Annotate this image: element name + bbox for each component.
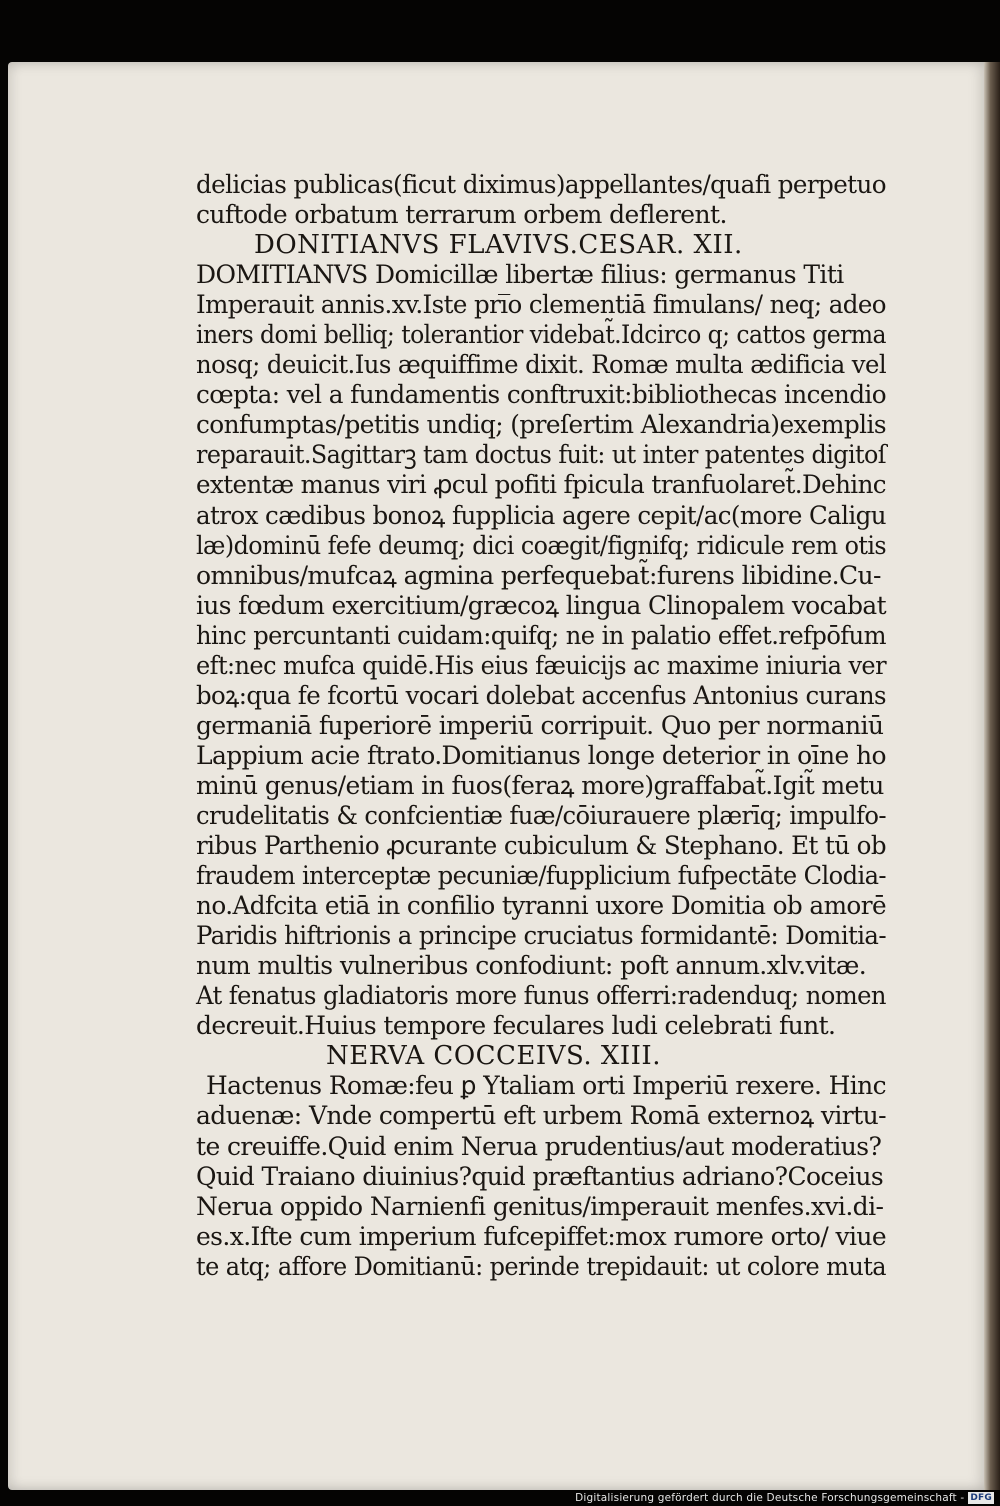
text-line: Paridis hiftrionis a principe cruciatus formidantē: Domitia- xyxy=(196,921,886,951)
text-line: num multis vulneribus confodiunt: poft annum.xlv.vitæ. xyxy=(196,951,867,981)
text-line: DOMITIANVS Domicillæ libertæ filius: germanus Titi xyxy=(196,260,844,290)
dfg-logo: DFG xyxy=(970,1493,992,1503)
text-line: es.x.Ifte cum imperium fufcepiffet:mox rumore orto/ viue xyxy=(196,1221,887,1251)
text-line: confumptas/petitis undiq; (preſertim Alexandria)exemplis xyxy=(196,410,886,440)
text-line: ribus Parthenio ꝓcurante cubiculum & Stephano. Et tū ob xyxy=(196,831,886,861)
text-line: te atq; affore Domitianū: perinde trepidauit: ut colore muta xyxy=(196,1251,886,1281)
text-line: fraudem interceptæ pecuniæ/fupplicium fufpectāte Clodia- xyxy=(196,861,886,891)
digitization-credit xyxy=(575,1490,994,1506)
text-line: atrox cædibus bonoꝝ fupplicia agere cepit/ac(more Caligu xyxy=(196,500,886,530)
text-line: eft:nec mufca quidē.His eius fæuicijs ac maxime iniuria ver xyxy=(196,650,886,680)
page-text xyxy=(196,170,886,1282)
text-line: cuftode orbatum terrarum orbem deflerent. xyxy=(196,200,727,230)
text-line: Imperauit annis.xv.Iste pri̅o clementiā fimulans/ neq; adeo xyxy=(196,290,886,320)
text-line: germaniā fuperiorē imperiū corripuit. Quo per normaniū xyxy=(196,710,884,740)
text-line: minū genus/etiam in fuos(feraꝝ more)graffabat̃.Igit̃ metu xyxy=(196,770,884,800)
text-line: cœpta: vel a fundamentis conftruxit:bibliothecas incendio xyxy=(196,380,887,410)
text-line: aduenæ: Vnde compertū eft urbem Romā externoꝝ virtu- xyxy=(196,1101,886,1131)
text-line: decreuit.Huius tempore feculares ludi celebrati funt. xyxy=(196,1011,836,1041)
page-edge xyxy=(984,62,1000,1490)
text-line: læ)dominū fefe deumq; dici coægit/fignifq; ridicule rem otis xyxy=(196,530,887,560)
text-line: nosq; deuicit.Ius æquiffime dixit. Romæ multa ædificia vel xyxy=(196,350,887,380)
text-line: extentæ manus viri ꝓcul pofiti fpicula tranfuolaret̃.Dehinc xyxy=(196,470,886,500)
text-line: omnibus/mufcaꝝ agmina perfequebat̃:furens libidine.Cu- xyxy=(196,560,881,590)
text-line: reparauit.Sagittarꝫ tam doctus fuit: ut inter patentes digitoſ xyxy=(196,440,887,470)
text-line: iners domi belliq; tolerantior videbat̃.Idcirco q; cattos germa xyxy=(196,320,886,350)
text-line: At fenatus gladiatoris more funus offerri:radenduq; nomen xyxy=(196,981,886,1011)
text-line: Nerua oppido Narnienfi genitus/imperauit menfes.xvi.di- xyxy=(196,1191,884,1221)
text-line: ius fœdum exercitium/græcoꝝ lingua Clinopalem vocabat xyxy=(196,590,886,620)
text-line: delicias publicas(ficut diximus)appellantes/quafi perpetuo xyxy=(196,170,886,199)
credit-text: Digitalisierung gefördert durch die Deutsche Forschungsgemeinschaft - xyxy=(575,1492,965,1504)
text-line: Quid Traiano diuinius?quid præftantius adriano?Coceius xyxy=(196,1161,884,1191)
text-line: hinc percuntanti cuidam:quifq; ne in palatio effet.refpōfum xyxy=(196,620,886,650)
text-line: Lappium acie ftrato.Domitianus longe deterior in oīne ho xyxy=(196,740,886,770)
section-heading: NERVA COCCEIVS. XIII. xyxy=(326,1041,661,1072)
section-heading: DONITIANVS FLAVIVS.CESAR. XII. xyxy=(254,230,743,261)
text-line: boꝝ:qua fe fcortū vocari dolebat accenfus Antonius curans xyxy=(196,680,887,710)
text-line: crudelitatis & confcientiæ fuæ/cōiurauere plærīq; impulfo- xyxy=(196,800,886,830)
text-line: Hactenus Romæ:feu ꝑ Ytaliam orti Imperiū rexere. Hinc xyxy=(206,1071,886,1101)
text-line: te creuiffe.Quid enim Nerua prudentius/aut moderatius? xyxy=(196,1131,882,1161)
text-line: no.Adfcita etiā in confilio tyranni uxore Domitia ob amorē xyxy=(196,891,887,921)
